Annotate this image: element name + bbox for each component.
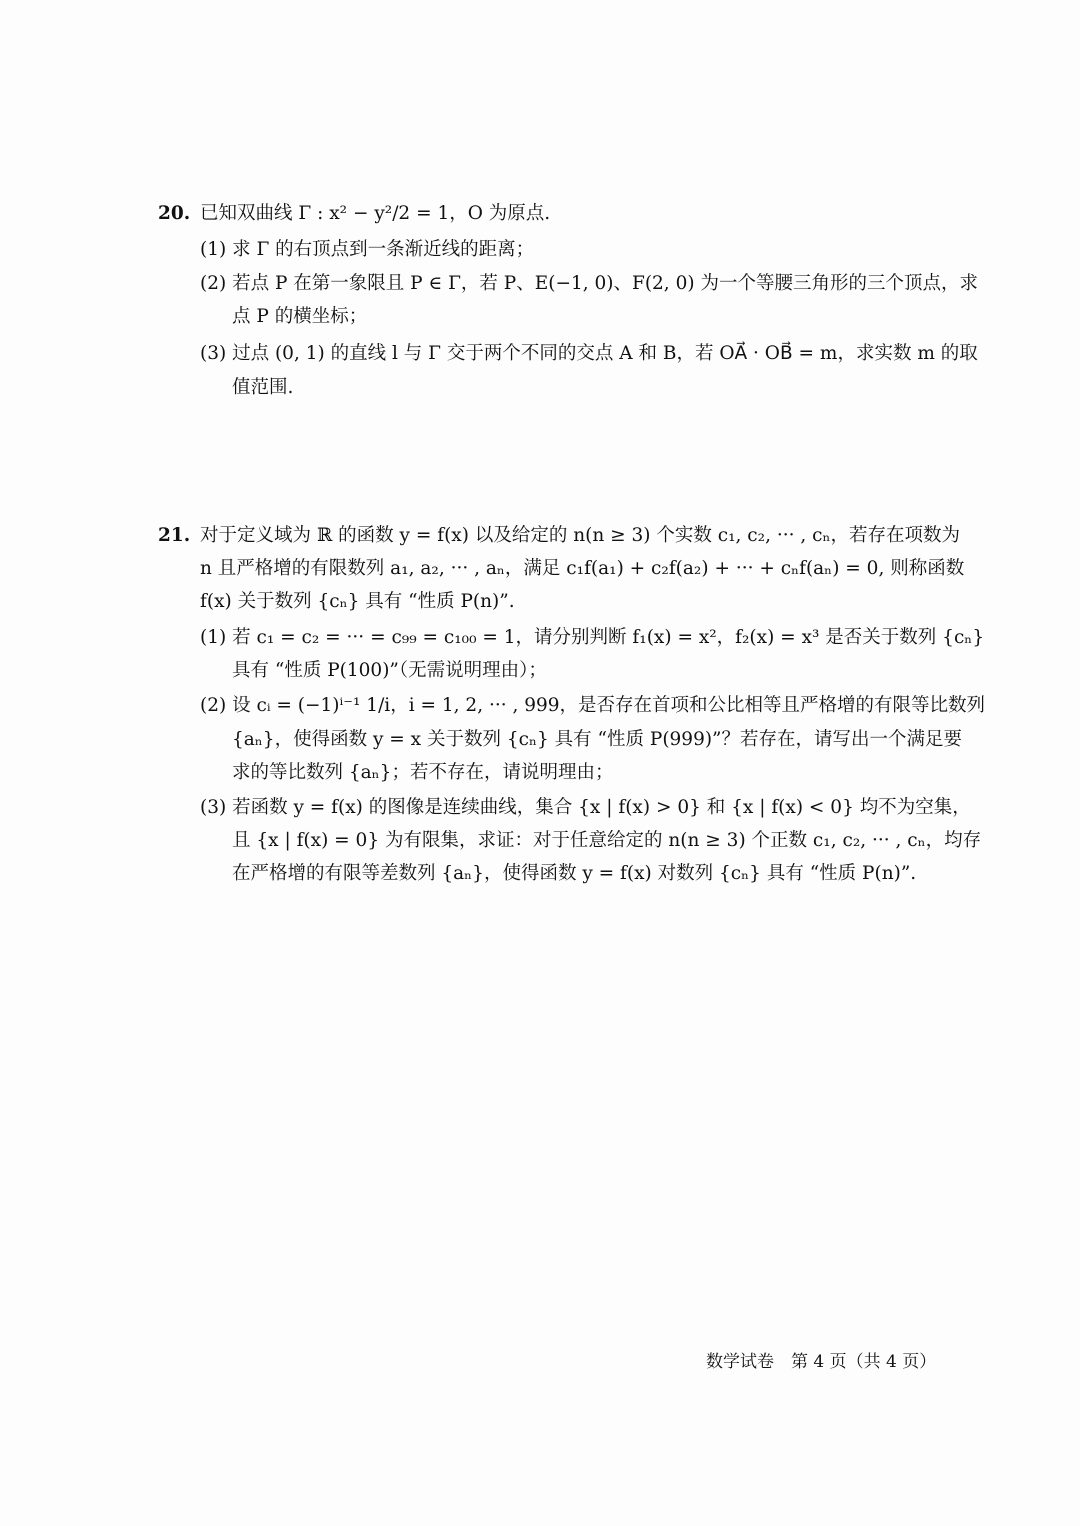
question-20-part-3-cont: 值范围. bbox=[232, 377, 294, 398]
question-21-part-1: (1) 若 c₁ = c₂ = ··· = c₉₉ = c₁₀₀ = 1，请分别判断 f₁(x) = x²，f₂(x) = x³ 是否关于数列 {cₙ} bbox=[200, 627, 985, 648]
question-21-part-2-cont-2: 求的等比数列 {aₙ}；若不存在，请说明理由； bbox=[232, 762, 614, 783]
question-21-part-3: (3) 若函数 y = f(x) 的图像是连续曲线，集合 {x | f(x) > 0} 和 {x | f(x) < 0} 均不为空集， bbox=[200, 797, 971, 818]
question-21-part-3-cont-2: 在严格增的有限等差数列 {aₙ}，使得函数 y = f(x) 对数列 {cₙ} 具有 “性质 P(n)”. bbox=[232, 863, 917, 884]
page-footer: 数学试卷 第 4 页（共 4 页） bbox=[706, 1352, 937, 1372]
question-21-part-2-cont-1: {aₙ}，使得函数 y = x 关于数列 {cₙ} 具有 “性质 P(999)”？若存在，请写出一个满足要 bbox=[232, 729, 963, 750]
question-20-part-2-cont: 点 P 的横坐标； bbox=[232, 306, 368, 327]
question-20-part-2: (2) 若点 P 在第一象限且 P ∈ Γ，若 P、E(−1, 0)、F(2, 0) 为一个等腰三角形的三个顶点，求 bbox=[200, 273, 978, 294]
question-21-stem-line-3: f(x) 关于数列 {cₙ} 具有 “性质 P(n)”. bbox=[200, 591, 515, 612]
question-21-part-2: (2) 设 cᵢ = (−1)ⁱ⁻¹ 1/i，i = 1, 2, ··· , 999，是否存在首项和公比相等且严格增的有限等比数列 bbox=[200, 695, 986, 716]
question-20-part-3: (3) 过点 (0, 1) 的直线 l 与 Γ 交于两个不同的交点 A 和 B，若 OA⃗ · OB⃗ = m，求实数 m 的取 bbox=[200, 343, 978, 364]
question-21-number: 21. bbox=[158, 525, 191, 546]
question-21-part-1-cont: 具有 “性质 P(100)”（无需说明理由）； bbox=[232, 660, 547, 681]
question-21-part-3-cont-1: 且 {x | f(x) = 0} 为有限集，求证：对于任意给定的 n(n ≥ 3) 个正数 c₁, c₂, ··· , cₙ，均存 bbox=[232, 830, 982, 851]
question-20-number: 20. bbox=[158, 203, 191, 224]
question-21-stem-line-2: n 且严格增的有限数列 a₁, a₂, ··· , aₙ，满足 c₁f(a₁) + c₂f(a₂) + ··· + cₙf(aₙ) = 0, 则称函数 bbox=[200, 558, 965, 579]
question-20-stem: 已知双曲线 Γ : x² − y²/2 = 1，O 为原点. bbox=[200, 203, 551, 224]
question-20-part-1: (1) 求 Γ 的右顶点到一条渐近线的距离； bbox=[200, 239, 535, 260]
question-21-stem-line-1: 对于定义域为 ℝ 的函数 y = f(x) 以及给定的 n(n ≥ 3) 个实数 c₁, c₂, ··· , cₙ，若存在项数为 bbox=[200, 525, 960, 546]
